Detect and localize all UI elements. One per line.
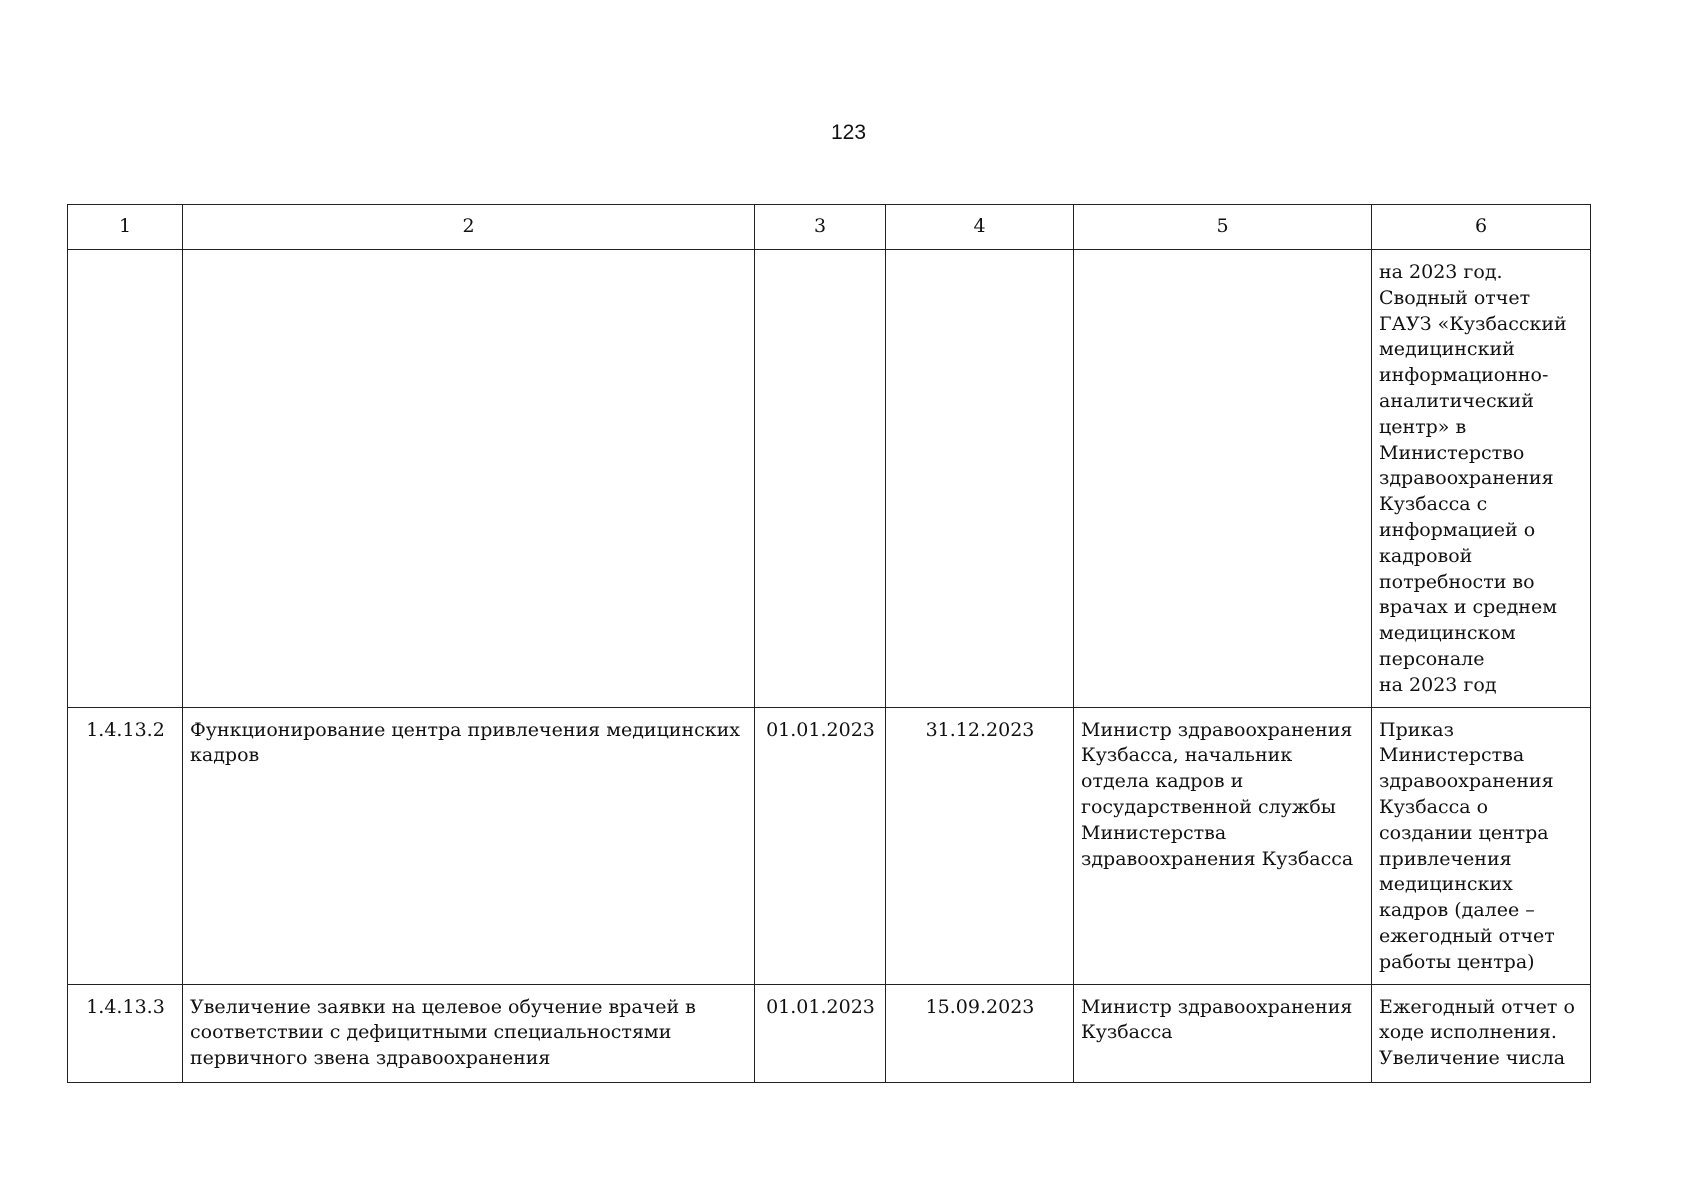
column-header-6: 6 [1372, 205, 1591, 250]
row-responsible-cell [1074, 250, 1372, 708]
column-header-1: 1 [68, 205, 183, 250]
row-responsible-cell: Министр здравоохранения Кузбасса [1074, 984, 1372, 1082]
row-id-cell [68, 250, 183, 708]
table-row [68, 250, 1591, 708]
row-start-date-cell [755, 250, 886, 708]
row-start-date-cell: 01.01.2023 [755, 707, 886, 984]
table-row [68, 984, 1591, 1082]
row-end-date-cell [886, 250, 1074, 708]
table-row [68, 707, 1591, 984]
column-header-3: 3 [755, 205, 886, 250]
column-header-2: 2 [183, 205, 755, 250]
row-result-cell: Приказ Министерства здравоохранения Кузбасса о создании центра привлечения медицинских кадров (далее – ежегодный отчет работы центра) [1372, 707, 1591, 984]
row-start-date-cell: 01.01.2023 [755, 984, 886, 1082]
row-title-cell: Функционирование центра привлечения медицинских кадров [183, 707, 755, 984]
page-number: 123 [830, 121, 867, 144]
row-title-cell [183, 250, 755, 708]
row-id-cell: 1.4.13.3 [68, 984, 183, 1082]
column-header-5: 5 [1074, 205, 1372, 250]
row-responsible-cell: Министр здравоохранения Кузбасса, начальник отдела кадров и государственной службы Министерства здравоохранения Кузбасса [1074, 707, 1372, 984]
plan-table [67, 204, 1591, 1083]
table-header-row [68, 205, 1591, 250]
row-title-cell: Увеличение заявки на целевое обучение врачей в соответствии с дефицитными специальностями первичного звена здравоохранения [183, 984, 755, 1082]
row-id-cell: 1.4.13.2 [68, 707, 183, 984]
row-result-cell: Ежегодный отчет о ходе исполнения. Увеличение числа [1372, 984, 1591, 1082]
column-header-4: 4 [886, 205, 1074, 250]
row-end-date-cell: 31.12.2023 [886, 707, 1074, 984]
row-result-cell: на 2023 год. Сводный отчет ГАУЗ «Кузбасский медицинский информационно-аналитический центр» в Министерство здравоохранения Кузбасса с информацией о кадровой потребности во врачах и среднем медицинском персонале на 2023 год [1372, 250, 1591, 708]
row-end-date-cell: 15.09.2023 [886, 984, 1074, 1082]
